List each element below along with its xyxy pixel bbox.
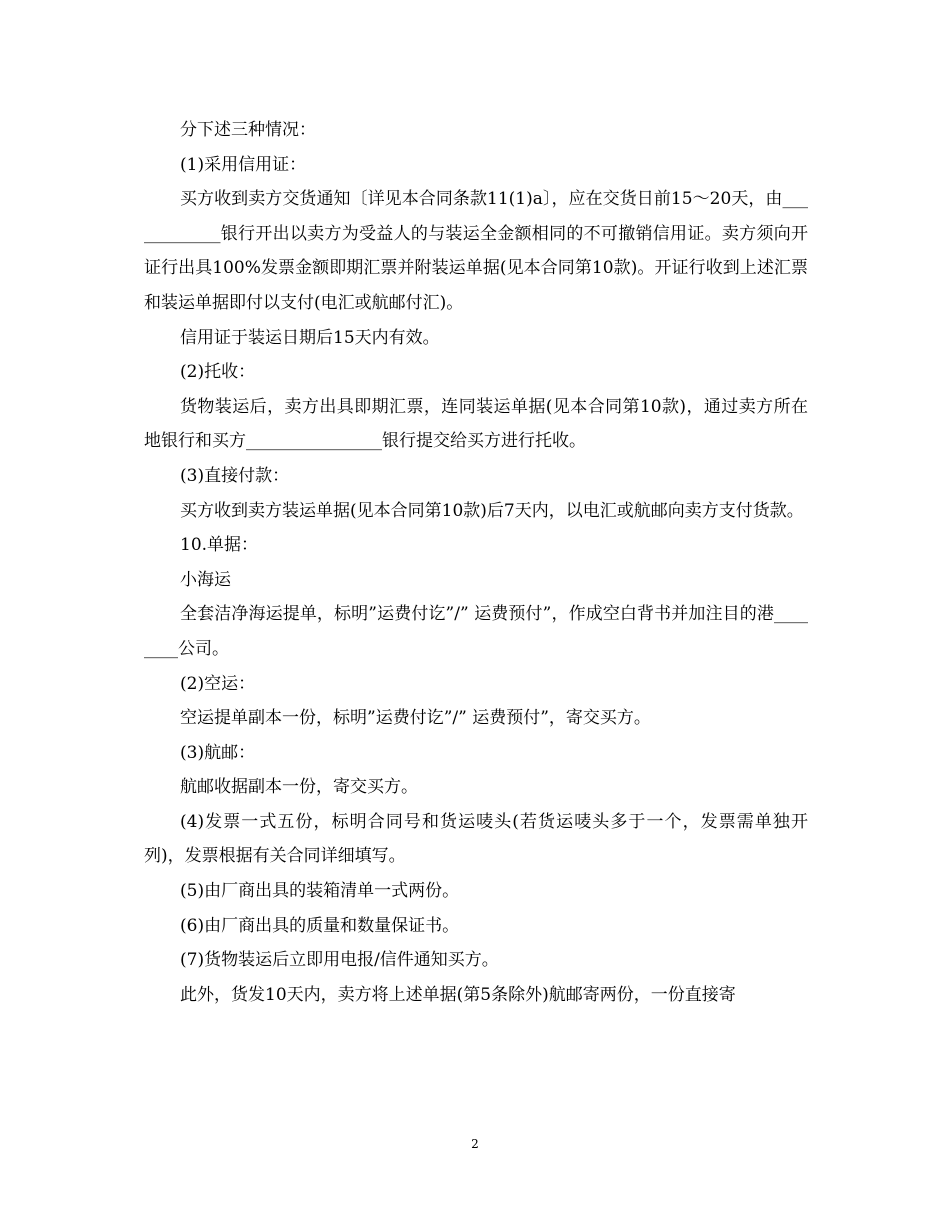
- document-body: [144, 113, 808, 1012]
- paragraph-sea-transport-terms: 全套洁净海运提单，标明”运费付讫”/” 运费预付”，作成空白背书并加注目的港________公司。: [144, 604, 808, 659]
- paragraph-air-transport-terms: 空运提单副本一份，标明”运费付讫”/” 运费预付”，寄交买方。: [180, 708, 651, 729]
- paragraph-letter-of-credit-terms: 买方收到卖方交货通知〔详见本合同条款11(1)a〕，应在交货日前15～20天，由____________银行开出以卖方为受益人的与装运全金额相同的不可撤销信用证。卖方须向开证行出具100%发票金额即期汇票并附装运单据(见本合同第10款)。开证行收到上述汇票和装运单据即付以支付(电汇或航邮付汇)。: [144, 189, 808, 313]
- paragraph-air-mail-terms: 航邮收据副本一份，寄交买方。: [180, 777, 418, 798]
- page-number: 2: [471, 1137, 479, 1151]
- paragraph-sea-transport-heading: 小海运: [180, 569, 231, 590]
- paragraph-collection-heading: (2)托收：: [180, 362, 256, 383]
- paragraph-quality-certificate: (6)由厂商出具的质量和数量保证书。: [180, 915, 460, 936]
- paragraph-packing-list: (5)由厂商出具的装箱清单一式两份。: [180, 881, 460, 902]
- paragraph-invoice-terms: (4)发票一式五份，标明合同号和货运唛头(若货运唛头多于一个，发票需单独开列)，发票根据有关合同详细填写。: [144, 811, 808, 867]
- paragraph-collection-terms: 货物装运后，卖方出具即期汇票，连同装运单据(见本合同第10款)，通过卖方所在地银行和买方________________银行提交给买方进行托收。: [144, 396, 808, 452]
- paragraph-letter-of-credit-heading: (1)采用信用证：: [180, 154, 307, 175]
- paragraph-shipment-notice: (7)货物装运后立即用电报/信件通知买方。: [180, 950, 499, 971]
- paragraph-situations-intro: 分下述三种情况：: [180, 120, 316, 140]
- paragraph-document-mailing: 此外，货发10天内，卖方将上述单据(第5条除外)航邮寄两份，一份直接寄: [180, 984, 736, 1005]
- paragraph-direct-payment-terms: 买方收到卖方装运单据(见本合同第10款)后7天内，以电汇或航邮向卖方支付货款。: [180, 500, 804, 521]
- paragraph-air-transport-heading: (2)空运：: [180, 673, 256, 694]
- paragraph-direct-payment-heading: (3)直接付款：: [180, 465, 290, 486]
- paragraph-credit-validity: 信用证于装运日期后15天内有效。: [180, 327, 440, 348]
- paragraph-documents-heading: 10.单据：: [180, 535, 259, 556]
- paragraph-air-mail-heading: (3)航邮：: [180, 742, 256, 763]
